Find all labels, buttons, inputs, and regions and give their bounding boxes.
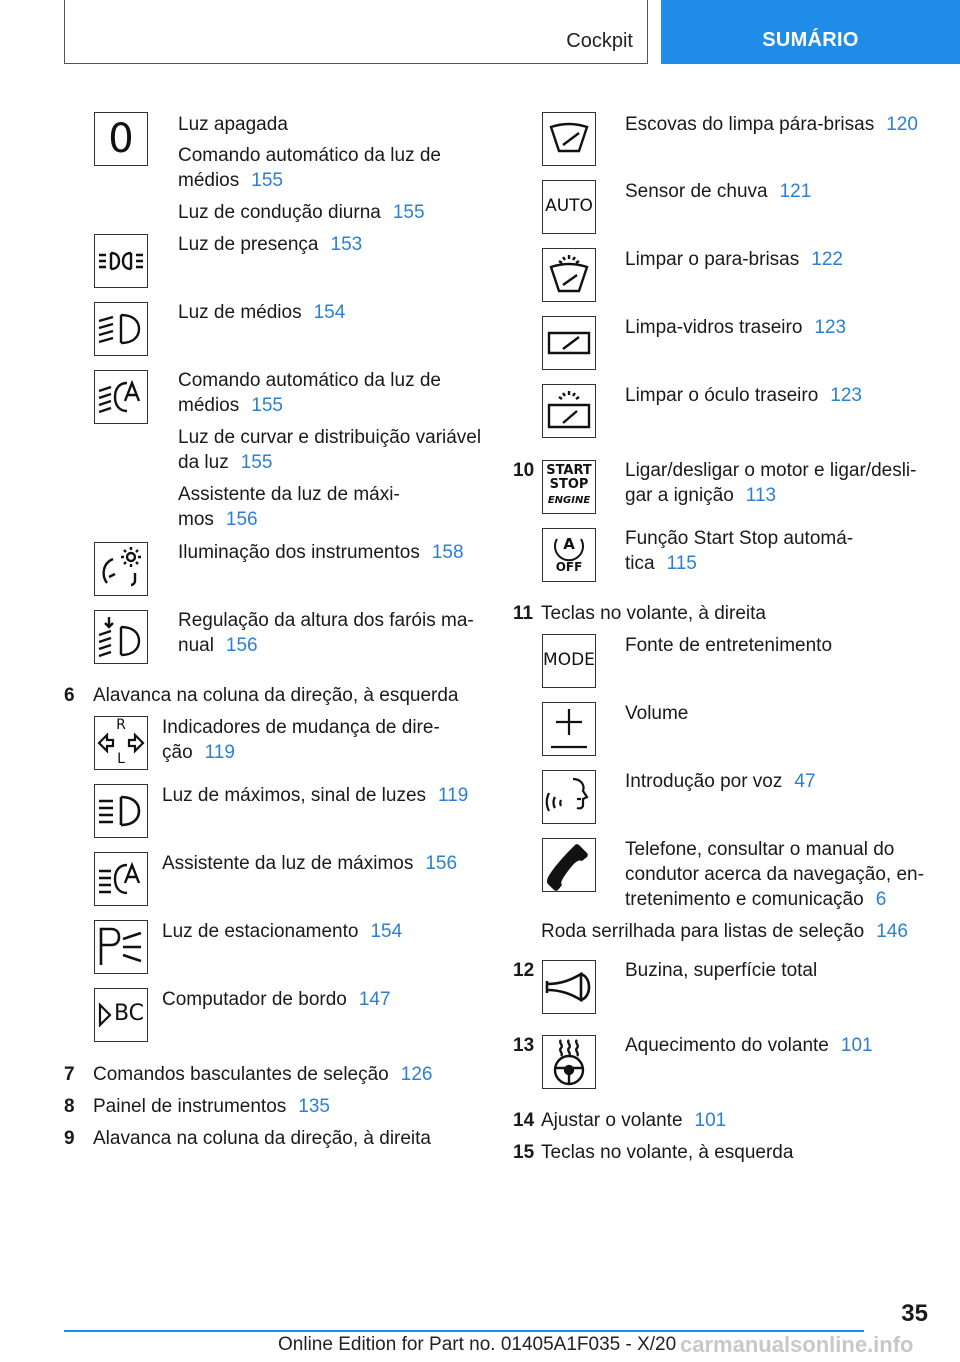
page-link[interactable]: 154 xyxy=(313,302,346,323)
item9-text: Alavanca na coluna da direção, à direita xyxy=(93,1128,432,1149)
wipers-line xyxy=(625,112,918,137)
item7-line xyxy=(93,1062,432,1087)
voice-line xyxy=(625,769,816,794)
item-number: 8 xyxy=(64,1096,75,1117)
bc-label: BC xyxy=(113,1001,145,1026)
park-light-text: Luz de estacionamento xyxy=(162,921,359,942)
page-link[interactable]: 119 xyxy=(204,742,235,763)
page-link[interactable]: 119 xyxy=(438,785,469,806)
wheel-roller-line xyxy=(541,919,908,944)
hba-text-2: mos xyxy=(178,509,214,530)
curve-text-1: Luz de curvar e distribuição variável xyxy=(178,427,482,448)
auto-low-beam-text-2: médios xyxy=(178,170,240,191)
item-number: 9 xyxy=(64,1128,75,1149)
toc-button[interactable]: SUMÁRIO xyxy=(661,0,960,64)
page-link[interactable]: 158 xyxy=(431,542,464,563)
headlight-text-2: nual xyxy=(178,635,214,656)
l-label: L xyxy=(117,751,125,767)
auto-start-stop-icon xyxy=(542,528,596,582)
low-beam-text: Luz de médios xyxy=(178,302,302,323)
item6-text: Alavanca na coluna da direção, à esquerda xyxy=(93,685,459,706)
page-link[interactable]: 101 xyxy=(694,1110,727,1131)
page-link[interactable]: 155 xyxy=(251,395,283,416)
wiper-icon xyxy=(542,112,596,166)
clean-rear-text: Limpar o óculo traseiro xyxy=(625,385,819,406)
start-text-2: gar a ignição xyxy=(625,485,734,506)
auto2-text-1: Comando automático da luz de xyxy=(178,370,441,391)
rear-wiper-icon xyxy=(542,316,596,370)
page-link[interactable]: 155 xyxy=(392,202,425,223)
item-number: 14 xyxy=(513,1110,535,1131)
voice-text: Introdução por voz xyxy=(625,771,783,792)
page-link[interactable]: 155 xyxy=(240,452,273,473)
auto-low-beam-text-1: Comando automático da luz de xyxy=(178,145,441,166)
page-link[interactable]: 146 xyxy=(876,921,908,942)
low-beam-icon xyxy=(94,302,148,356)
parking-lights-text: Luz de presença xyxy=(178,234,319,255)
light-off-icon xyxy=(94,112,148,166)
watermark: carmanualsonline.info xyxy=(680,1332,914,1357)
item14-text: Ajustar o volante xyxy=(541,1110,683,1131)
turn-text-2: ção xyxy=(162,742,193,763)
r-label: R xyxy=(116,717,126,733)
turn-line2 xyxy=(162,740,235,765)
page-number: 35 xyxy=(901,1300,928,1327)
parking-light-icon xyxy=(94,920,148,974)
curve-text-2: da luz xyxy=(178,452,229,473)
clean-rear-line xyxy=(625,383,862,408)
bc-line xyxy=(162,987,391,1012)
mode-button-icon xyxy=(542,634,596,688)
page-link[interactable]: 122 xyxy=(811,249,843,270)
rear-wiper-text: Limpa-vidros traseiro xyxy=(625,317,803,338)
start-stop-icon xyxy=(542,460,596,514)
onboard-computer-icon xyxy=(94,988,148,1042)
turn-signal-icon xyxy=(94,716,148,770)
page-link[interactable]: 156 xyxy=(225,635,258,656)
instrument-lighting-icon xyxy=(94,542,148,596)
page-link[interactable]: 147 xyxy=(358,989,391,1010)
item-number: 12 xyxy=(513,960,535,981)
autostop-text-2: tica xyxy=(625,553,655,574)
page-link[interactable]: 120 xyxy=(886,114,918,135)
page-link[interactable]: 115 xyxy=(666,553,697,574)
page-link[interactable]: 101 xyxy=(840,1035,873,1056)
autostop-text-1: Função Start Stop automá- xyxy=(625,528,854,549)
phone-icon xyxy=(542,838,596,892)
high-beam-line xyxy=(162,783,468,808)
hba2-text: Assistente da luz de máximos xyxy=(162,853,414,874)
header-section-box xyxy=(64,0,648,64)
low-beam-line xyxy=(178,300,345,325)
rear-wash-icon xyxy=(542,384,596,438)
instr-text: Iluminação dos instrumentos xyxy=(178,542,420,563)
page-link[interactable]: 123 xyxy=(814,317,847,338)
page-link[interactable]: 135 xyxy=(298,1096,330,1117)
stop-label: STOP xyxy=(549,477,589,492)
mode-text: Fonte de entretenimento xyxy=(625,635,833,656)
phone-line3 xyxy=(625,887,886,912)
turn-text-1: Indicadores de mudança de dire- xyxy=(162,717,440,738)
high-beam-icon xyxy=(94,784,148,838)
heat-line xyxy=(625,1033,873,1058)
item-number: 13 xyxy=(513,1035,535,1056)
page-link[interactable]: 155 xyxy=(251,170,283,191)
item11-text: Teclas no volante, à direita xyxy=(541,603,766,624)
page-link[interactable]: 6 xyxy=(875,889,887,910)
page-link[interactable]: 47 xyxy=(794,771,816,792)
item14-line xyxy=(541,1108,726,1133)
item8-line xyxy=(93,1094,330,1119)
rain-line xyxy=(625,179,811,204)
engine-label: ENGINE xyxy=(547,495,591,506)
page-link[interactable]: 123 xyxy=(830,385,862,406)
item-number: 6 xyxy=(64,685,75,706)
a-label: A xyxy=(563,535,575,553)
page-link[interactable]: 121 xyxy=(779,181,812,202)
rain-text: Sensor de chuva xyxy=(625,181,768,202)
section-title: Cockpit xyxy=(566,30,633,52)
heat-text: Aquecimento do volante xyxy=(625,1035,829,1056)
start-label: START xyxy=(546,463,592,478)
page-link[interactable]: 156 xyxy=(425,853,458,874)
wipers-text: Escovas do limpa pára-brisas xyxy=(625,114,875,135)
start-text-1: Ligar/desligar o motor e ligar/desli- xyxy=(625,460,917,481)
item8-text: Painel de instrumentos xyxy=(93,1096,287,1117)
page-link[interactable]: 126 xyxy=(400,1064,433,1085)
off-label: OFF xyxy=(555,560,583,574)
parking-lights-icon xyxy=(94,234,148,288)
volume-text: Volume xyxy=(625,703,689,724)
daytime-line xyxy=(178,200,425,225)
item-number: 15 xyxy=(513,1142,535,1163)
headlight-line2 xyxy=(178,633,258,658)
item-number: 7 xyxy=(64,1064,75,1085)
voice-icon xyxy=(542,770,596,824)
wheel-roller-text: Roda serrilhada para listas de seleção xyxy=(541,921,865,942)
rear-wiper-line xyxy=(625,315,846,340)
zero-label: 0 xyxy=(108,116,134,162)
phone-text-1: Telefone, consultar o manual do xyxy=(625,839,895,860)
page-link[interactable]: 153 xyxy=(330,234,363,255)
item-number: 10 xyxy=(513,460,535,481)
phone-text-2: condutor acerca da navegação, en- xyxy=(625,864,924,885)
headlight-text-1: Regulação da altura dos faróis ma- xyxy=(178,610,474,631)
footer-edition: Online Edition for Part no. 01405A1F035 - X/20 xyxy=(278,1334,677,1355)
horn-text: Buzina, superfície total xyxy=(625,960,818,981)
page-link[interactable]: 154 xyxy=(370,921,403,942)
steering-heat-icon xyxy=(542,1035,596,1089)
hba2-line xyxy=(162,851,457,876)
daytime-text: Luz de condução diurna xyxy=(178,202,381,223)
high-beam-text: Luz de máximos, sinal de luzes xyxy=(162,785,427,806)
park-light-line xyxy=(162,919,402,944)
auto-light-icon xyxy=(94,370,148,424)
item-number: 11 xyxy=(513,603,534,624)
hba-text-1: Assistente da luz de máxi- xyxy=(178,484,400,505)
start-line2 xyxy=(625,483,776,508)
windshield-wash-icon xyxy=(542,248,596,302)
item7-text: Comandos basculantes de seleção xyxy=(93,1064,389,1085)
bc-text: Computador de bordo xyxy=(162,989,347,1010)
hba-line2 xyxy=(178,507,258,532)
auto-low-beam-line2 xyxy=(178,168,283,193)
item15-text: Teclas no volante, à esquerda xyxy=(541,1142,794,1163)
curve-line2 xyxy=(178,450,272,475)
instr-line xyxy=(178,540,464,565)
headlight-range-icon xyxy=(94,610,148,664)
auto2-text-2: médios xyxy=(178,395,240,416)
high-beam-assist-icon xyxy=(94,852,148,906)
horn-icon xyxy=(542,960,596,1014)
mode-label: MODE xyxy=(543,650,595,670)
volume-icon xyxy=(542,702,596,756)
parking-lights-line xyxy=(178,232,362,257)
clean-ws-text: Limpar o para-brisas xyxy=(625,249,800,270)
clean-ws-line xyxy=(625,247,843,272)
page-link[interactable]: 156 xyxy=(225,509,258,530)
autostop-line2 xyxy=(625,551,697,576)
auto2-line2 xyxy=(178,393,283,418)
light-off-text: Luz apagada xyxy=(178,114,288,135)
auto-label: AUTO xyxy=(545,196,593,216)
page-link[interactable]: 113 xyxy=(745,485,777,506)
phone-text-3: tretenimento e comunicação xyxy=(625,889,864,910)
rain-sensor-icon xyxy=(542,180,596,234)
